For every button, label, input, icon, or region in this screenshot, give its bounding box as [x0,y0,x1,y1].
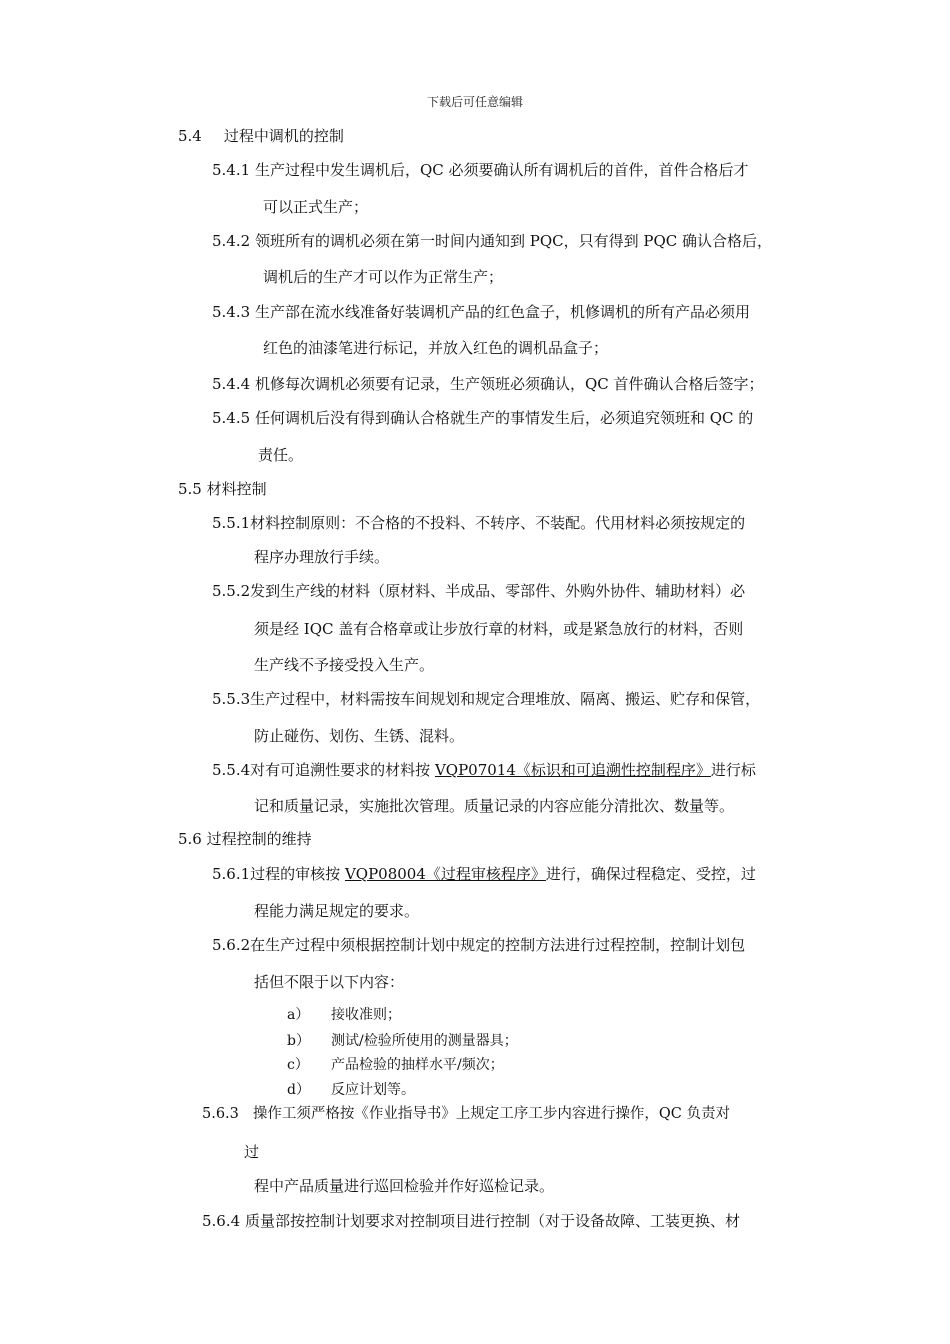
list-marker: d） [287,1082,310,1098]
clause-number: 5.5.2 [212,582,251,600]
clause-text: 进行，确保过程稳定、受控，过 [545,865,756,883]
clause-number: 5.5.1 [212,514,251,532]
clause-5-4-4 [212,374,764,394]
clause-number: 5.6.4 [202,1212,241,1230]
list-marker: b） [287,1033,310,1049]
clause-continuation: 可以正式生产； [263,198,369,216]
section-number: 5.4 [178,127,202,145]
clause-number: 5.4.2 [212,232,251,250]
clause-5-5-3 [212,689,760,709]
clause-number: 5.6.1 [212,865,251,883]
clause-text: 操作工须严格按《作业指导书》上规定工序工步内容进行操作，QC 负责对 [252,1106,730,1122]
clause-continuation: 程中产品质量进行巡回检验并作好巡检记录。 [254,1177,555,1195]
clause-number: 5.5.4 [212,761,251,779]
clause-number: 5.4.1 [212,161,251,179]
clause-text: 进行标 [710,761,756,779]
list-item [287,1055,504,1075]
procedure-reference-link[interactable]: VQP07014《标识和可追溯性控制程序》 [434,761,711,779]
section-title: 材料控制 [206,480,267,498]
section-title: 过程中调机的控制 [223,127,344,145]
clause-text: 生产部在流水线准备好装调机产品的红色盒子，机修调机的所有产品必须用 [254,303,750,321]
clause-number: 5.4.4 [212,375,251,393]
clause-5-4-1 [212,160,749,180]
clause-continuation: 防止碰伤、划伤、生锈、混料。 [254,727,465,745]
clause-continuation: 红色的油漆笔进行标记，并放入红色的调机品盒子； [263,339,609,357]
section-heading-5-6 [178,829,312,849]
list-item [287,1080,415,1100]
clause-text: 任何调机后没有得到确认合格就生产的事情发生后，必须追究领班和 QC 的 [254,409,754,427]
clause-continuation: 须是经 IQC 盖有合格章或让步放行章的材料，或是紧急放行的材料，否则 [254,620,744,638]
clause-text: 在生产过程中须根据控制计划中规定的控制方法进行过程控制，控制计划包 [250,936,746,954]
section-number: 5.6 [178,830,202,848]
clause-number: 5.6.2 [212,936,251,954]
section-heading-5-5 [178,479,267,499]
list-text: 接收准则； [331,1007,401,1023]
clause-text: 过程的审核按 [250,865,345,883]
clause-text: 生产过程中，材料需按车间规划和规定合理堆放、隔离、搬运、贮存和保管， [250,690,761,708]
clause-text: 机修每次调机必须要有记录，生产领班必须确认，QC 首件确认合格后签字； [254,375,764,393]
clause-5-5-2 [212,581,745,601]
clause-text: 对有可追溯性要求的材料按 [250,761,435,779]
clause-5-4-3 [212,302,750,322]
clause-text: 质量部按控制计划要求对控制项目进行控制（对于设备故障、工装更换、材 [244,1212,740,1230]
clause-text: 发到生产线的材料（原材料、半成品、零部件、外购外协件、辅助材料）必 [250,582,746,600]
clause-number: 5.4.3 [212,303,251,321]
section-number: 5.5 [178,480,202,498]
clause-continuation: 过 [244,1143,260,1161]
clause-text: 生产过程中发生调机后，QC 必须要确认所有调机后的首件，首件合格后才 [254,161,749,179]
clause-5-4-2 [212,231,772,251]
page-header: 下载后可任意编辑 [426,95,523,109]
list-marker: c） [287,1057,309,1073]
section-title: 过程控制的维持 [206,830,312,848]
clause-continuation: 程能力满足规定的要求。 [254,902,420,920]
clause-5-6-3 [202,1104,730,1124]
clause-5-4-5 [212,408,753,428]
clause-text: 材料控制原则：不合格的不投料、不转序、不装配。代用材料必须按规定的 [250,514,746,532]
clause-continuation: 调机后的生产才可以作为正常生产； [263,268,504,286]
clause-5-6-2 [212,935,745,955]
clause-continuation: 责任。 [258,446,304,464]
list-text: 测试/检验所使用的测量器具； [331,1033,518,1049]
clause-5-6-4 [202,1211,740,1231]
clause-5-6-1 [212,864,756,884]
section-heading-5-4 [178,126,344,146]
clause-5-5-4 [212,760,756,780]
clause-number: 5.4.5 [212,409,251,427]
clause-continuation: 括但不限于以下内容： [254,973,405,991]
list-item [287,1031,518,1051]
procedure-reference-link[interactable]: VQP08004《过程审核程序》 [344,865,546,883]
clause-continuation: 记和质量记录，实施批次管理。质量记录的内容应能分清批次、数量等。 [254,797,735,815]
clause-number: 5.6.3 [202,1106,239,1122]
list-item [287,1005,401,1025]
list-marker: a） [287,1007,310,1023]
clause-continuation: 程序办理放行手续。 [254,548,390,566]
clause-number: 5.5.3 [212,690,251,708]
list-text: 反应计划等。 [331,1082,415,1098]
list-text: 产品检验的抽样水平/频次； [331,1057,504,1073]
clause-text: 领班所有的调机必须在第一时间内通知到 PQC，只有得到 PQC 确认合格后， [254,232,772,250]
clause-5-5-1 [212,513,745,533]
clause-continuation: 生产线不予接受投入生产。 [254,656,435,674]
